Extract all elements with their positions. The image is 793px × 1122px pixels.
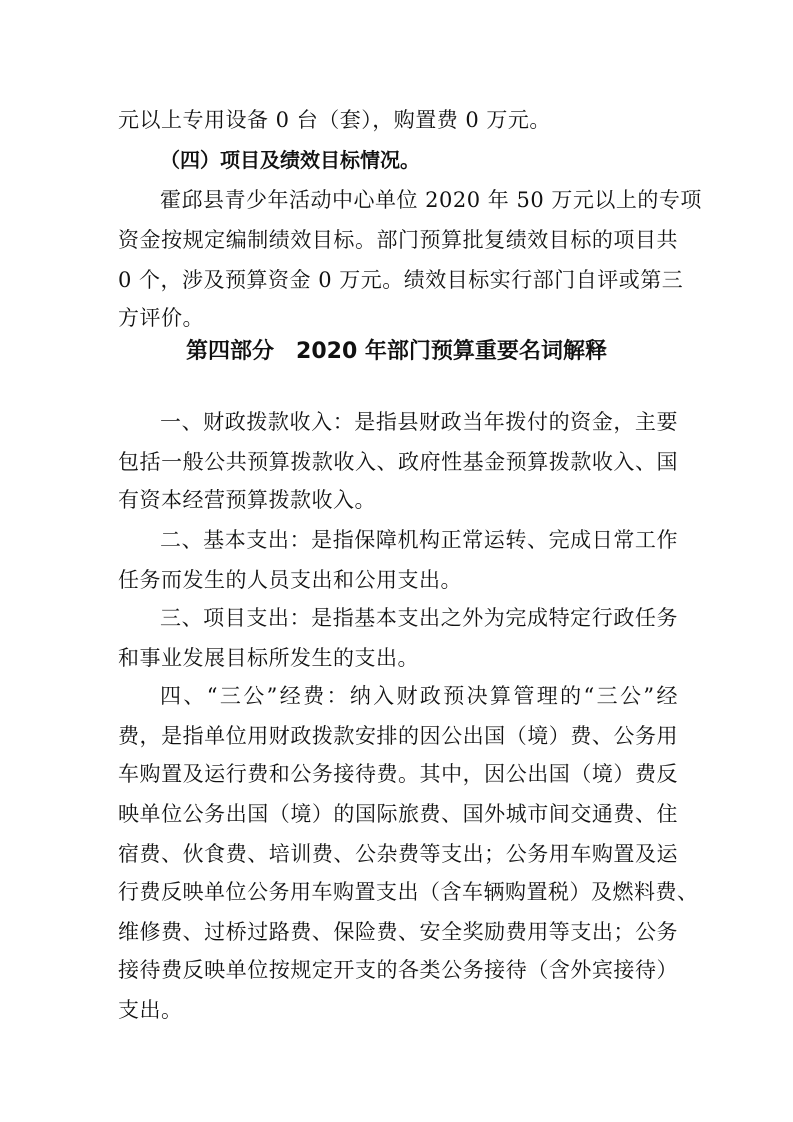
paragraph-line: 三、项目支出：是指基本支出之外为完成特定行政任务 [160, 606, 678, 630]
paragraph-line: 一、财政拨款收入：是指县财政当年拨付的资金，主要 [160, 410, 678, 434]
paragraph-line: 包括一般公共预算拨款收入、政府性基金预算拨款收入、国 [118, 450, 678, 474]
paragraph-line: 元以上专用设备 0 台（套），购置费 0 万元。 [118, 108, 551, 132]
paragraph-line: 宿费、伙食费、培训费、公杂费等支出；公务用车购置及运 [118, 842, 678, 866]
paragraph-line: 车购置及运行费和公务接待费。其中，因公出国（境）费反 [118, 762, 678, 786]
section-heading: （四）项目及绩效目标情况。 [160, 148, 420, 172]
paragraph-line: 有资本经营预算拨款收入。 [118, 488, 376, 512]
paragraph-line: 方评价。 [118, 306, 204, 330]
paragraph-line: 接待费反映单位按规定开支的各类公务接待（含外宾接待） [118, 958, 678, 982]
paragraph-line: 霍邱县青少年活动中心单位 2020 年 50 万元以上的专项 [160, 188, 702, 212]
paragraph-line: 0 个，涉及预算资金 0 万元。绩效目标实行部门自评或第三 [118, 268, 684, 292]
paragraph-line: 维修费、过桥过路费、保险费、安全奖励费用等支出；公务 [118, 920, 678, 944]
paragraph-line: 费，是指单位用财政拨款安排的因公出国（境）费、公务用 [118, 724, 678, 748]
paragraph-line: 四、“三公”经费：纳入财政预决算管理的“三公”经 [160, 684, 678, 708]
paragraph-line: 支出。 [118, 998, 183, 1022]
paragraph-line: 二、基本支出：是指保障机构正常运转、完成日常工作 [160, 528, 678, 552]
paragraph-line: 资金按规定编制绩效目标。部门预算批复绩效目标的项目共 [118, 228, 678, 252]
part-title: 第四部分 2020 年部门预算重要名词解释 [186, 339, 607, 364]
paragraph-line: 和事业发展目标所发生的支出。 [118, 646, 419, 670]
paragraph-line: 行费反映单位公务用车购置支出（含车辆购置税）及燃料费、 [118, 880, 699, 904]
paragraph-line: 映单位公务出国（境）的国际旅费、国外城市间交通费、住 [118, 802, 678, 826]
paragraph-line: 任务而发生的人员支出和公用支出。 [118, 568, 462, 592]
